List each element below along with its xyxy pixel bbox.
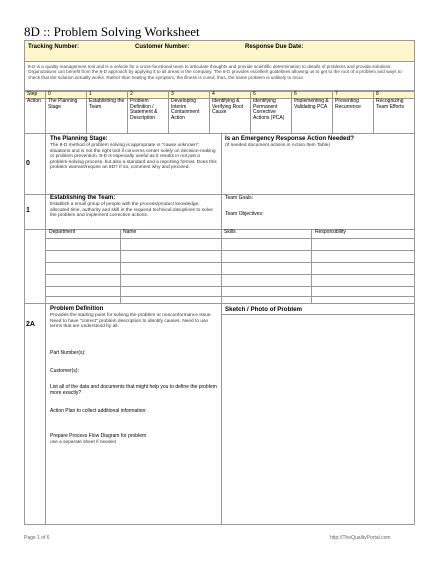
step-number: 6: [292, 92, 333, 99]
part-number-label: Part Number(s):: [50, 350, 86, 356]
table-row-line: [45, 262, 415, 263]
column-header-responsibility: Responsibility: [315, 229, 346, 235]
table-row-line: [45, 296, 415, 297]
customers-label: Customer(s):: [50, 368, 79, 374]
step-number: 0: [46, 92, 87, 99]
page-title: 8D :: Problem Solving Worksheet: [24, 24, 200, 39]
column-header-skills: Skills: [224, 229, 236, 235]
table-row-line: [45, 286, 415, 287]
step-number: 7: [333, 92, 374, 99]
table-divider: [311, 229, 312, 303]
team-objectives-label: Team Objectives:: [225, 211, 264, 217]
step-number: 1: [87, 92, 128, 99]
table-row-line: [45, 238, 415, 239]
step-action: Problem Definition / Statement & Description: [128, 99, 169, 134]
column-header-name: Name: [123, 229, 137, 235]
step-number: 4: [210, 92, 251, 99]
planning-heading: The Planning Stage:: [50, 136, 108, 142]
emergency-note: (If needed document actions in Action Item Table): [225, 143, 330, 148]
data-documents-label: List all of the data and documents that might help you to define the problem more exactly?: [50, 384, 217, 396]
tracking-number-label: Tracking Number:: [28, 44, 80, 50]
header-bar: [24, 40, 415, 62]
step-number: 8: [374, 92, 415, 99]
table-divider: [221, 229, 222, 303]
step-action: Identifying & Verifying Root Cause: [210, 99, 251, 134]
column-header-department: Department: [49, 229, 76, 235]
intro-text: 8-D is a quality management tool and is a vehicle for a cross-functional team to articulate thoughts and provide scientific determination to details of problems and provide solutions. Organizations can benefit from the 8-D approach by applying it to all areas in the company. The 8-D provides excellent guidelines allowing us to get to the root of a problem and ways to check that the solution actually works. Rather than healing the symptom, the illness is cured, thus, the same problem is unlikely to recur.: [24, 62, 415, 91]
section-1-number: 1: [26, 207, 30, 214]
page-number: Page 1 of 6: [24, 535, 50, 541]
team-table: [45, 229, 415, 303]
step-action: Recognizing Team Efforts: [374, 99, 415, 134]
footer-url: http://TheQualityPortal.com: [330, 535, 391, 541]
definition-heading: Problem Definition: [50, 306, 104, 312]
step-number: 3: [169, 92, 210, 99]
step-action: The Planning Stage: [46, 99, 87, 134]
sketch-heading: Sketch / Photo of Problem: [225, 306, 303, 313]
column-divider: [221, 194, 222, 229]
team-heading: Establishing the Team:: [50, 195, 116, 201]
section-divider: [221, 314, 415, 315]
steps-action-row: [25, 99, 415, 134]
table-row-line: [45, 274, 415, 275]
process-flow-label: Prepare Process Flow Diagram for problem: [50, 433, 147, 439]
steps-table: [24, 91, 415, 134]
team-goals-label: Team Goals:: [225, 195, 254, 201]
column-divider: [221, 133, 222, 194]
emergency-heading: Is an Emergency Response Action Needed?: [225, 135, 355, 142]
column-divider: [45, 133, 46, 525]
definition-text: Provides the starting point for solving the problem or nonconformance issue. Need to have "correct" problem description to identify causes. Need to use terms that are understood by all.: [50, 313, 212, 329]
step-action: Implementing & Validating PCA: [292, 99, 333, 134]
section-2a-number: 2A: [26, 321, 35, 328]
step-action: Identifying Permanent Corrective Actions (PCA): [251, 99, 292, 134]
response-due-date-label: Response Due Date:: [245, 44, 304, 50]
step-label: Step: [25, 92, 46, 99]
step-number: 5: [251, 92, 292, 99]
action-label: Action: [25, 99, 46, 134]
step-action: Developing Interim Containment Action: [169, 99, 210, 134]
process-flow-note: use a separate sheet if needed: [50, 440, 116, 445]
step-number: 2: [128, 92, 169, 99]
section-0-number: 0: [26, 160, 30, 167]
customer-number-label: Customer Number:: [135, 44, 190, 50]
step-action: Establishing the Team: [87, 99, 128, 134]
section-divider: [24, 303, 415, 304]
table-row-line: [45, 250, 415, 251]
step-action: Preventing Recurrence: [333, 99, 374, 134]
column-divider: [221, 303, 222, 525]
action-plan-label: Action Plan to collect additional information:: [50, 408, 147, 414]
planning-text: The 8-D method of problem solving is appropriate in "cause unknown" situations and is not the right tool if concerns center solely on decision-making or problem prevention. 8-D is especially useful as it results in not just a problem-solving process, but also a standard and a reporting format. Does this problem warrant/require an 8D? If so, comment why and proceed.: [50, 143, 217, 170]
table-divider: [120, 229, 121, 303]
team-text: Establish a small group of people with the process/product knowledge, allocated time, authority and skill in the required technical disciplines to solve the problem and implement corrective actions.: [50, 202, 213, 218]
